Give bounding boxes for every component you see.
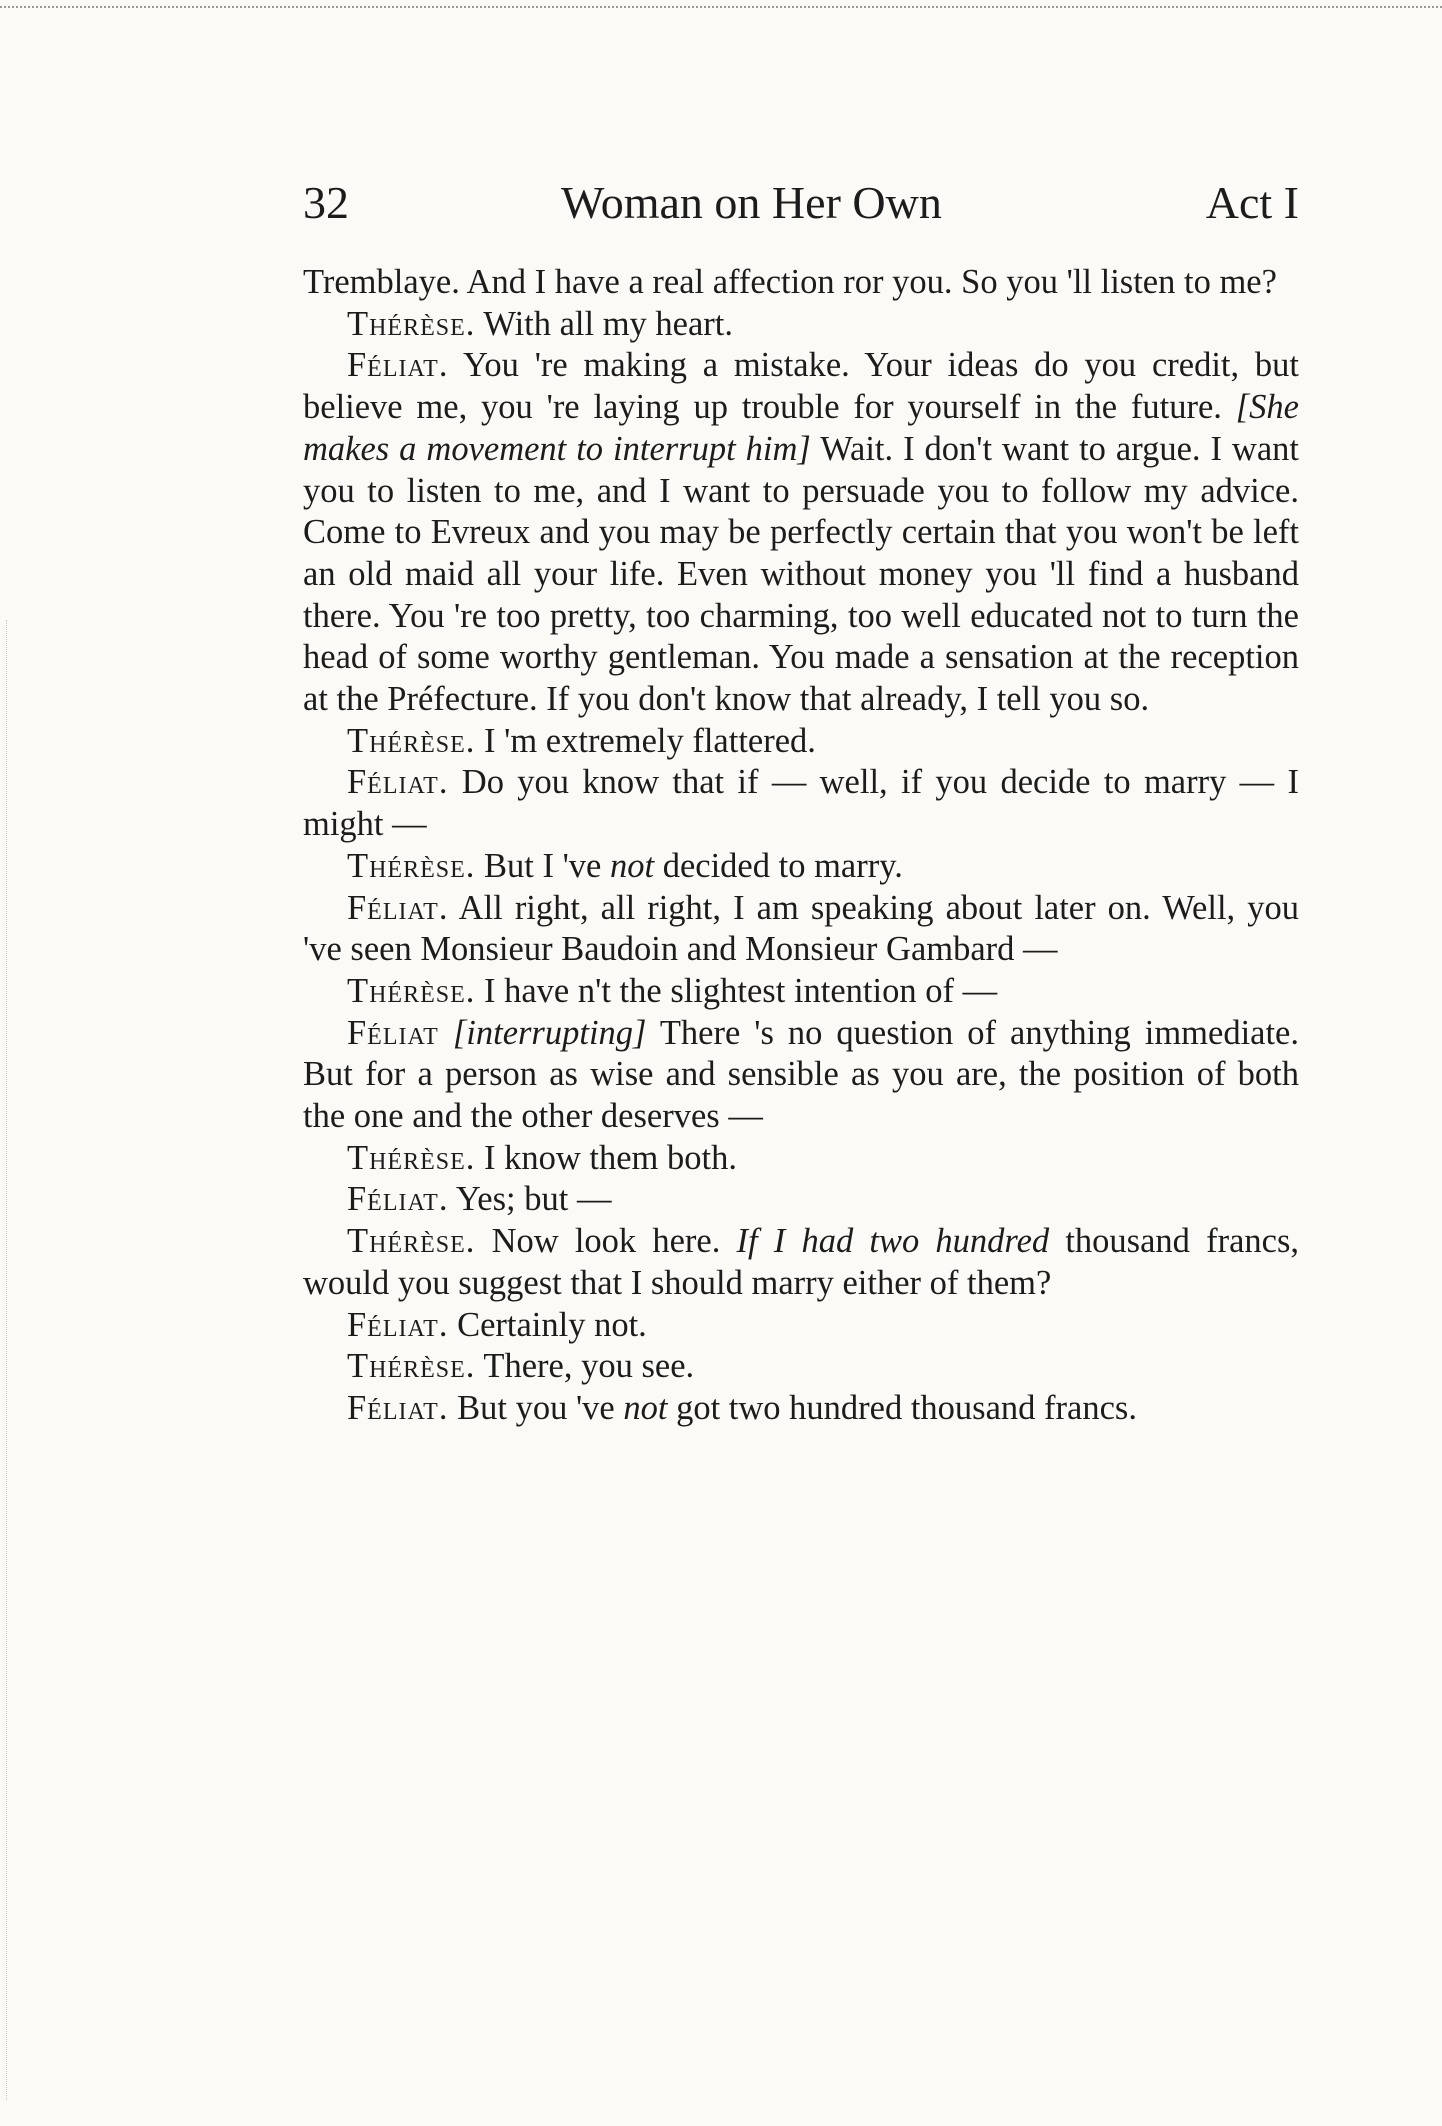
page-number: 32 xyxy=(303,177,349,228)
speech xyxy=(303,1305,1299,1347)
stage-direction: [interrupting] xyxy=(452,1013,647,1052)
speaker-name: Thérèse. xyxy=(347,721,476,760)
speech-text: decided to marry. xyxy=(662,846,903,885)
speech-text: got two hundred thousand francs. xyxy=(676,1388,1137,1427)
speech-text: There 's no question of anything immediate. But for a person as wise and sensible as you are, the position of both the one and the other deserves — xyxy=(303,1013,1299,1136)
speech-text: I 'm extremely flattered. xyxy=(484,721,816,760)
speech xyxy=(303,304,1299,346)
emphasis: not xyxy=(610,846,655,885)
speech-text: Yes; but — xyxy=(455,1180,612,1219)
paragraph-text: Tremblaye. And I have a real affection ror you. So you 'll listen to me? xyxy=(303,263,1277,301)
emphasis: If I had two hundred xyxy=(736,1222,1050,1261)
speech xyxy=(303,1179,1299,1221)
page-body xyxy=(303,262,1299,1430)
speech xyxy=(303,721,1299,763)
speech xyxy=(303,1013,1299,1138)
emphasis: not xyxy=(623,1388,668,1427)
paragraph xyxy=(303,262,1299,304)
speech-text: I have n't the slightest intention of — xyxy=(484,971,998,1010)
speech xyxy=(303,345,1299,720)
speaker-name: Féliat. xyxy=(347,1388,449,1427)
speech-text: But I 've xyxy=(484,846,602,885)
speaker-name: Thérèse. xyxy=(347,1138,476,1177)
speech xyxy=(303,1388,1299,1430)
speech-text: You 're making a mistake. Your ideas do you credit, but believe me, you 're laying up trouble for yourself in the future. xyxy=(303,346,1299,427)
speech xyxy=(303,1346,1299,1388)
speech-text: I know them both. xyxy=(484,1138,737,1177)
speaker-name: Thérèse. xyxy=(347,304,476,343)
speaker-name: Féliat. xyxy=(347,1305,449,1344)
speech xyxy=(303,762,1299,845)
speech-text: Wait. I don't want to argue. I want you to listen to me, and I want to persuade you to follow my advice. Come to Evreux and you may be perfectly certain that you won't be left an old maid all your life. Even without money you 'll find a husband there. You 're too pretty, too charming, too well educated not to turn the head of some worthy gentleman. You made a sensation at the reception at the Préfecture. If you don't know that already, I tell you so. xyxy=(303,429,1299,719)
speech xyxy=(303,888,1299,971)
speaker-name: Thérèse. xyxy=(347,1222,476,1261)
stage-direction: [She makes a movement to interrupt him] xyxy=(303,388,1299,468)
speech xyxy=(303,846,1299,888)
speech xyxy=(303,1221,1299,1304)
speaker-name: Thérèse. xyxy=(347,846,476,885)
speech-text: Now look here. xyxy=(491,1222,721,1261)
speech-text: There, you see. xyxy=(483,1347,695,1386)
speaker-name: Féliat. xyxy=(347,346,449,385)
act-label: Act I xyxy=(1205,177,1299,228)
speaker-name: Féliat. xyxy=(347,1180,449,1219)
running-header xyxy=(303,176,1299,236)
speech-text: Certainly not. xyxy=(457,1305,647,1344)
speech xyxy=(303,971,1299,1013)
speech xyxy=(303,1138,1299,1180)
scan-top-edge xyxy=(0,6,1442,8)
speech-text: Do you know that if — well, if you decide to marry — I might — xyxy=(303,763,1299,844)
running-title: Woman on Her Own xyxy=(561,177,942,228)
speech-text: With all my heart. xyxy=(483,304,734,343)
speech-text: But you 've xyxy=(457,1388,615,1427)
scan-left-edge xyxy=(6,620,7,2100)
speaker-name: Féliat. xyxy=(347,888,449,927)
speech-text: thousand francs, would you suggest that I should marry either of them? xyxy=(303,1222,1300,1302)
speaker-name: Féliat xyxy=(347,1013,439,1052)
speech-text: All right, all right, I am speaking about later on. Well, you 've seen Monsieur Baudoin and Monsieur Gambard — xyxy=(303,888,1299,969)
speaker-name: Féliat. xyxy=(347,763,449,802)
speaker-name: Thérèse. xyxy=(347,1347,476,1386)
speaker-name: Thérèse. xyxy=(347,971,476,1010)
